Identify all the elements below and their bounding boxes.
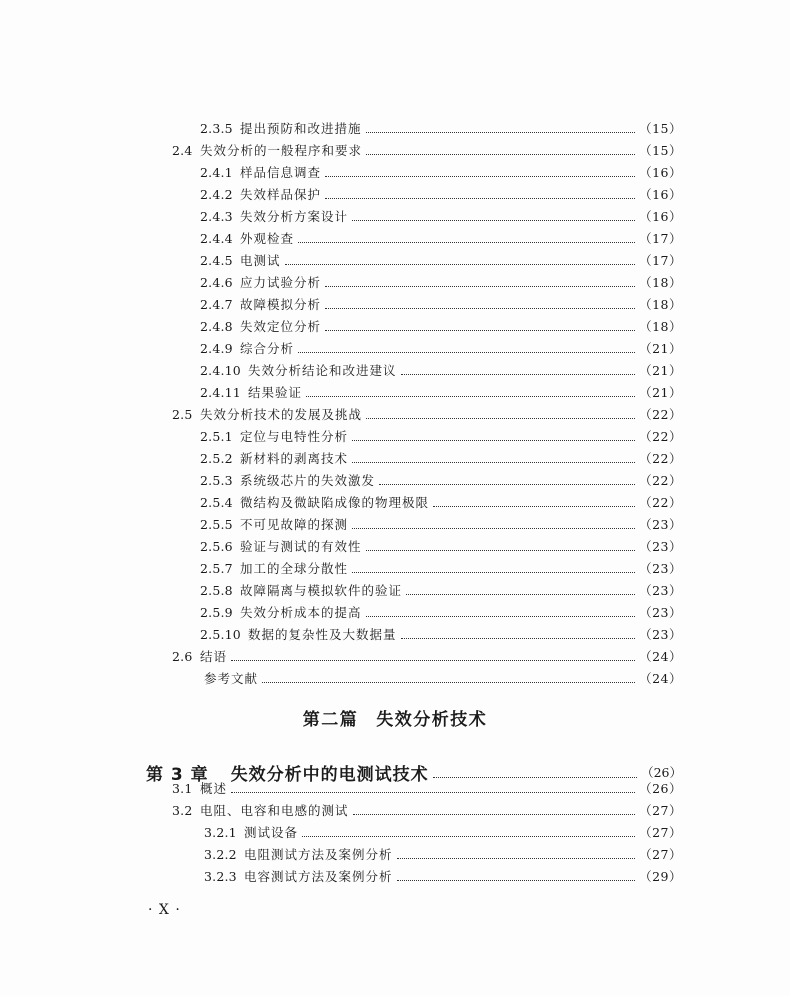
- entry-title: 参考文献: [204, 671, 259, 686]
- dot-leader: [366, 132, 636, 133]
- chapter-number: 第 3 章: [146, 764, 209, 785]
- entry-title: 失效分析结论和改进建议: [248, 363, 397, 378]
- dot-leader: [231, 792, 635, 793]
- entry-title: 失效分析成本的提高: [240, 605, 362, 620]
- entry-number: 2.5.7: [200, 560, 233, 576]
- toc-entry-2-5-3: [200, 469, 682, 491]
- toc-entry-3-2-3: [204, 865, 682, 887]
- toc-entry-2-5-4: [200, 491, 682, 513]
- entry-number: 2.5.6: [200, 538, 233, 554]
- entry-number: 2.4.9: [200, 340, 233, 356]
- toc-entry-2-5-6: [200, 535, 682, 557]
- toc-entry-2-5-2: [200, 447, 682, 469]
- entry-page: （18）: [639, 297, 682, 312]
- entry-title: 失效分析技术的发展及挑战: [200, 407, 363, 422]
- dot-leader: [298, 352, 635, 353]
- entry-page: （22）: [639, 407, 682, 422]
- entry-page: （18）: [639, 319, 682, 334]
- toc-entry-2-4: [172, 139, 682, 161]
- entry-page: （27）: [639, 803, 682, 818]
- toc-entry-2-4-5: [200, 249, 682, 271]
- dot-leader: [397, 880, 636, 881]
- dot-leader: [352, 528, 635, 529]
- entry-page: （22）: [639, 451, 682, 466]
- entry-page: （22）: [639, 429, 682, 444]
- toc-entry-2-3-5: [200, 117, 682, 139]
- entry-page: （24）: [639, 649, 682, 664]
- entry-title: 应力试验分析: [240, 275, 322, 290]
- entry-page: （23）: [639, 605, 682, 620]
- dot-leader: [285, 264, 636, 265]
- dot-leader: [325, 198, 635, 199]
- entry-number: 2.5.2: [200, 450, 233, 466]
- toc-entry-2-4-1: [200, 161, 682, 183]
- entry-page: （16）: [639, 209, 682, 224]
- toc-entry-3-2-2: [204, 843, 682, 865]
- entry-title: 失效分析的一般程序和要求: [200, 143, 363, 158]
- toc-entry-2-5-7: [200, 557, 682, 579]
- dot-leader: [302, 836, 635, 837]
- dot-leader: [379, 484, 635, 485]
- entry-title: 故障隔离与模拟软件的验证: [240, 583, 403, 598]
- dot-leader: [262, 682, 635, 683]
- entry-number: 3.2: [172, 802, 193, 818]
- toc-entry-2-5-5: [200, 513, 682, 535]
- entry-number: 2.5: [172, 406, 193, 422]
- dot-leader: [325, 330, 635, 331]
- entry-page: （17）: [639, 231, 682, 246]
- entry-title: 不可见故障的探测: [240, 517, 349, 532]
- entry-title: 电测试: [240, 253, 281, 268]
- entry-title: 测试设备: [244, 825, 299, 840]
- dot-leader: [352, 220, 635, 221]
- toc-entry-2-5-1: [200, 425, 682, 447]
- entry-page: （15）: [639, 121, 682, 136]
- entry-page: （18）: [639, 275, 682, 290]
- toc-entry-2-4-2: [200, 183, 682, 205]
- entry-number: 2.5.3: [200, 472, 233, 488]
- entry-number: 2.6: [172, 648, 193, 664]
- toc-entry-2-4-9: [200, 337, 682, 359]
- part-heading: [0, 705, 790, 730]
- entry-title: 概述: [200, 781, 228, 796]
- entry-page: （27）: [639, 825, 682, 840]
- entry-number: 2.5.9: [200, 604, 233, 620]
- entry-number: 2.5.1: [200, 428, 233, 444]
- entry-page: （23）: [639, 583, 682, 598]
- dot-leader: [352, 462, 635, 463]
- entry-number: 3.2.3: [204, 868, 237, 884]
- entry-title: 失效定位分析: [240, 319, 322, 334]
- entry-number: 2.4: [172, 142, 193, 158]
- dot-leader: [353, 814, 636, 815]
- dot-leader: [366, 616, 636, 617]
- entry-page: （22）: [639, 495, 682, 510]
- dot-leader: [366, 418, 635, 419]
- entry-number: 2.5.8: [200, 582, 233, 598]
- entry-title: 加工的全球分散性: [240, 561, 349, 576]
- dot-leader: [325, 176, 635, 177]
- entry-title: 样品信息调查: [240, 165, 322, 180]
- toc-entry-2-5-9: [200, 601, 682, 623]
- entry-title: 结语: [200, 649, 228, 664]
- toc-entry-2-5-10: [200, 623, 682, 645]
- entry-title: 结果验证: [248, 385, 303, 400]
- entry-page: （21）: [639, 341, 682, 356]
- entry-title: 提出预防和改进措施: [240, 121, 362, 136]
- entry-number: 2.4.3: [200, 208, 233, 224]
- entry-page: （21）: [639, 363, 682, 378]
- entry-title: 故障模拟分析: [240, 297, 322, 312]
- entry-title: 电容测试方法及案例分析: [244, 869, 393, 884]
- entry-number: 3.2.1: [204, 824, 237, 840]
- entry-title: 微结构及微缺陷成像的物理极限: [240, 495, 430, 510]
- entry-title: 外观检查: [240, 231, 295, 246]
- entry-number: 2.4.11: [200, 384, 241, 400]
- toc-entry-3-2: [172, 799, 682, 821]
- entry-title: 电阻、电容和电感的测试: [200, 803, 349, 818]
- toc-entry-2-4-6: [200, 271, 682, 293]
- entry-page: （23）: [639, 539, 682, 554]
- entry-page: （27）: [639, 847, 682, 862]
- page-folio: · X ·: [148, 902, 181, 918]
- entry-number: 2.4.10: [200, 362, 241, 378]
- toc-entry-2-5: [172, 403, 682, 425]
- entry-number: 2.5.4: [200, 494, 233, 510]
- entry-page: （21）: [639, 385, 682, 400]
- entry-title: 新材料的剥离技术: [240, 451, 349, 466]
- entry-number: 2.3.5: [200, 120, 233, 136]
- toc-entry-2-5-8: [200, 579, 682, 601]
- entry-number: 3.1: [172, 780, 193, 796]
- entry-number: 3.2.2: [204, 846, 237, 862]
- dot-leader: [397, 858, 636, 859]
- entry-page: （16）: [639, 165, 682, 180]
- entry-number: 2.5.5: [200, 516, 233, 532]
- dot-leader: [325, 286, 635, 287]
- toc-entry-3-1: [172, 777, 682, 799]
- entry-title: 电阻测试方法及案例分析: [244, 847, 393, 862]
- toc-entry-2-4-4: [200, 227, 682, 249]
- dot-leader: [433, 506, 635, 507]
- entry-title: 定位与电特性分析: [240, 429, 349, 444]
- part-title: 失效分析技术: [376, 710, 488, 730]
- dot-leader: [366, 550, 636, 551]
- dot-leader: [298, 242, 635, 243]
- entry-title: 综合分析: [240, 341, 295, 356]
- entry-number: 2.4.5: [200, 252, 233, 268]
- toc-entry-2-4-11: [200, 381, 682, 403]
- entry-number: 2.4.2: [200, 186, 233, 202]
- dot-leader: [401, 374, 636, 375]
- toc-entry-2-4-8: [200, 315, 682, 337]
- entry-title: 失效分析方案设计: [240, 209, 349, 224]
- toc-entry-2-4-10: [200, 359, 682, 381]
- entry-page: （29）: [639, 869, 682, 884]
- dot-leader: [325, 308, 635, 309]
- toc-entry-2-6: [172, 645, 682, 667]
- toc-entry-3-2-1: [204, 821, 682, 843]
- entry-number: 2.4.4: [200, 230, 233, 246]
- dot-leader: [352, 440, 635, 441]
- toc-entry-2-4-7: [200, 293, 682, 315]
- entry-title: 系统级芯片的失效激发: [240, 473, 376, 488]
- dot-leader: [231, 660, 635, 661]
- entry-page: （16）: [639, 187, 682, 202]
- entry-number: 2.4.6: [200, 274, 233, 290]
- entry-number: 2.4.7: [200, 296, 233, 312]
- dot-leader: [306, 396, 635, 397]
- dot-leader: [401, 638, 636, 639]
- dot-leader: [352, 572, 635, 573]
- entry-page: （24）: [639, 671, 682, 686]
- entry-page: （22）: [639, 473, 682, 488]
- part-label: 第二篇: [302, 710, 359, 730]
- toc-entry-2-4-3: [200, 205, 682, 227]
- entry-page: （15）: [639, 143, 682, 158]
- toc-entry-references: [204, 667, 682, 689]
- chapter-title: 失效分析中的电测试技术: [230, 764, 429, 785]
- dot-leader: [406, 594, 635, 595]
- entry-title: 数据的复杂性及大数据量: [248, 627, 397, 642]
- entry-page: （23）: [639, 561, 682, 576]
- chapter-page: （26）: [641, 765, 682, 780]
- entry-title: 验证与测试的有效性: [240, 539, 362, 554]
- entry-number: 2.5.10: [200, 626, 241, 642]
- entry-page: （26）: [639, 781, 682, 796]
- entry-number: 2.4.1: [200, 164, 233, 180]
- entry-page: （23）: [639, 517, 682, 532]
- entry-page: （17）: [639, 253, 682, 268]
- entry-number: 2.4.8: [200, 318, 233, 334]
- dot-leader: [366, 154, 635, 155]
- entry-page: （23）: [639, 627, 682, 642]
- entry-title: 失效样品保护: [240, 187, 322, 202]
